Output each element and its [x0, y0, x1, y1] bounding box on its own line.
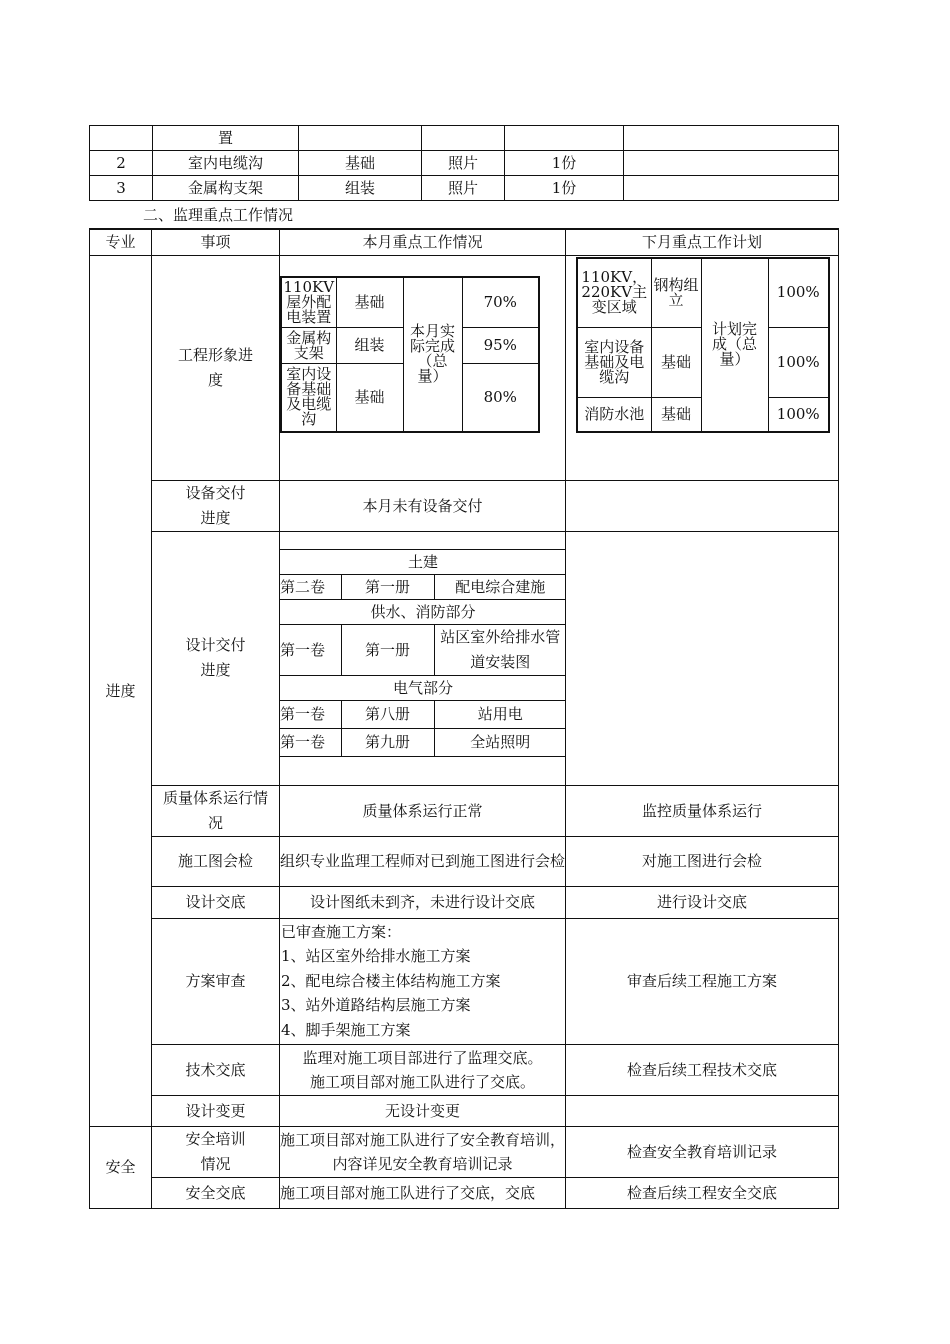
list-item: 3、站外道路结构层施工方案: [281, 996, 471, 1015]
row-qty: [505, 126, 624, 151]
progress-name: 室内设备基础及电缆沟: [281, 364, 336, 432]
this-month-cell: [280, 836, 566, 886]
progress-name: 110KV屋外配电装置: [281, 277, 336, 328]
item-label: 安全交底: [152, 1177, 280, 1208]
progress-name: 金属构支架: [281, 328, 336, 364]
plan-work: 基础: [651, 328, 701, 398]
design-book: 第一册: [341, 624, 434, 675]
next-month-progress-cell: [566, 255, 839, 480]
plan-merged-label: 计划完成（总量）: [701, 258, 768, 432]
design-group-title: 供水、消防部分: [280, 599, 566, 624]
row-qty: 1份: [505, 151, 624, 176]
table-row: [280, 728, 566, 756]
header-this-month: 本月重点工作情况: [280, 229, 566, 255]
item-cell: [152, 531, 280, 785]
plan-work: 钢构组立: [651, 258, 701, 328]
plan-percent: 100%: [768, 398, 829, 432]
design-delivery-cell: [280, 531, 566, 785]
table-row: [90, 255, 839, 480]
design-name: 全站照明: [434, 728, 566, 756]
row-type: [299, 126, 422, 151]
item-label: 设计交付进度: [185, 636, 246, 679]
next-month-cell: [566, 1095, 839, 1126]
next-month-cell: 进行设计交底: [566, 886, 839, 918]
item-label: 设计交底: [152, 886, 280, 918]
section-heading: 二、监理重点工作情况: [143, 206, 294, 224]
header-item: 事项: [152, 229, 280, 255]
this-month-cell: 设计图纸未到齐，未进行设计交底: [280, 886, 566, 918]
row-number: 3: [90, 176, 153, 201]
item-cell: [152, 480, 280, 531]
item-label: 技术交底: [152, 1044, 280, 1095]
table-header-row: [90, 229, 839, 255]
table-row: [280, 624, 566, 675]
category-safety: 安全: [90, 1126, 152, 1208]
table-row: [577, 258, 829, 328]
this-month-line: 施工项目部对施工队进行了交底。: [309, 1072, 535, 1091]
table-row: [90, 1177, 839, 1208]
next-month-cell: 检查安全教育培训记录: [566, 1126, 839, 1177]
table-row: [90, 531, 839, 785]
next-month-cell: 审查后续工程施工方案: [566, 918, 839, 1044]
this-month-cell: 施工项目部对施工队进行了交底，交底: [280, 1177, 566, 1208]
item-cell: [152, 255, 280, 480]
list-item: 2、配电综合楼主体结构施工方案: [281, 971, 501, 990]
design-name: 站用电: [434, 700, 566, 728]
progress-percent: 80%: [462, 364, 539, 432]
this-month-cell: [280, 1044, 566, 1095]
design-delivery-table: [280, 549, 566, 757]
plan-percent: 100%: [768, 258, 829, 328]
design-volume: 第一卷: [280, 624, 341, 675]
this-month-cell: [280, 918, 566, 1044]
deliverables-table: [89, 125, 839, 201]
item-label: 施工图会检: [152, 836, 280, 886]
this-month-cell: [280, 1126, 566, 1177]
design-book: 第八册: [341, 700, 434, 728]
progress-merged-label: 本月实际完成（总量）: [403, 277, 462, 432]
group-title-row: [280, 599, 566, 624]
progress-work: 基础: [336, 277, 403, 328]
table-row: [90, 1126, 839, 1177]
next-month-cell: [566, 531, 839, 785]
plan-review-list: [280, 920, 565, 1043]
progress-percent: 95%: [462, 328, 539, 364]
this-month-progress-table: [280, 276, 540, 433]
table-row: [90, 836, 839, 886]
group-title-row: [280, 549, 566, 574]
design-book: 第一册: [341, 574, 434, 599]
next-month-cell: [566, 480, 839, 531]
design-group-title: 土建: [280, 549, 566, 574]
plan-work: 基础: [651, 398, 701, 432]
table-row: [280, 700, 566, 728]
design-group-title: 电气部分: [280, 675, 566, 700]
plan-name: 110KV，220KV主变区域: [577, 258, 651, 328]
next-month-cell: 监控质量体系运行: [566, 785, 839, 836]
plan-percent: 100%: [768, 328, 829, 398]
this-month-cell: 无设计变更: [280, 1095, 566, 1126]
table-row: [280, 574, 566, 599]
progress-percent: 70%: [462, 277, 539, 328]
design-volume: 第一卷: [280, 700, 341, 728]
row-number: [90, 126, 153, 151]
table-row: [90, 126, 839, 151]
progress-work: 基础: [336, 364, 403, 432]
this-month-cell: 本月未有设备交付: [280, 480, 566, 531]
item-label: 设计变更: [152, 1095, 280, 1126]
row-type: 基础: [299, 151, 422, 176]
category-progress: 进度: [90, 255, 152, 1126]
row-form: 照片: [422, 151, 505, 176]
design-volume: 第一卷: [280, 728, 341, 756]
plan-review-title: 已审查施工方案：: [281, 922, 402, 941]
item-label: 安全培训情况: [185, 1129, 246, 1173]
key-work-table: [89, 228, 839, 1209]
table-row: [90, 176, 839, 201]
next-month-cell: 对施工图进行会检: [566, 836, 839, 886]
row-item: 室内电缆沟: [153, 151, 299, 176]
row-item: 置: [153, 126, 299, 151]
row-form: 照片: [422, 176, 505, 201]
row-form: [422, 126, 505, 151]
table-row: [281, 277, 539, 328]
design-book: 第九册: [341, 728, 434, 756]
item-cell: [152, 1126, 280, 1177]
row-type: 组装: [299, 176, 422, 201]
plan-name: 消防水池: [577, 398, 651, 432]
next-month-cell: 检查后续工程技术交底: [566, 1044, 839, 1095]
this-month-progress-cell: [280, 255, 566, 480]
row-item: 金属构支架: [153, 176, 299, 201]
table-row: [90, 480, 839, 531]
this-month-text: 施工项目部对施工队进行了安全教育培训，内容详见安全教育培训记录: [280, 1130, 566, 1173]
this-month-cell: 质量体系运行正常: [280, 785, 566, 836]
table-row: [90, 1095, 839, 1126]
item-label: 设备交付进度: [185, 483, 246, 527]
this-month-text: 组织专业监理工程师对已到施工图进行会检: [280, 852, 566, 870]
group-title-row: [280, 675, 566, 700]
next-month-progress-table: [576, 257, 830, 433]
table-row: [90, 886, 839, 918]
row-qty: 1份: [505, 176, 624, 201]
plan-name: 室内设备基础及电缆沟: [577, 328, 651, 398]
next-month-cell: 检查后续工程安全交底: [566, 1177, 839, 1208]
design-name: 配电综合建施: [434, 574, 566, 599]
list-item: 1、站区室外给排水施工方案: [281, 947, 471, 966]
header-next-month: 下月重点工作计划: [566, 229, 839, 255]
table-row: [90, 1044, 839, 1095]
progress-work: 组装: [336, 328, 403, 364]
header-specialty: 专业: [90, 229, 152, 255]
list-item: 4、脚手架施工方案: [281, 1020, 411, 1039]
design-volume: 第二卷: [280, 574, 341, 599]
item-cell: [152, 785, 280, 836]
design-name: 站区室外给排水管道安装图: [434, 624, 566, 675]
table-row: [90, 785, 839, 836]
item-label: 质量体系运行情况: [163, 788, 269, 832]
row-number: 2: [90, 151, 153, 176]
row-note: [624, 126, 839, 151]
item-label: 方案审查: [152, 918, 280, 1044]
table-row: [90, 151, 839, 176]
row-note: [624, 151, 839, 176]
row-note: [624, 176, 839, 201]
this-month-line: 监理对施工项目部进行了监理交底。: [302, 1048, 543, 1067]
table-row: [90, 918, 839, 1044]
item-label: 工程形象进度: [178, 345, 254, 389]
